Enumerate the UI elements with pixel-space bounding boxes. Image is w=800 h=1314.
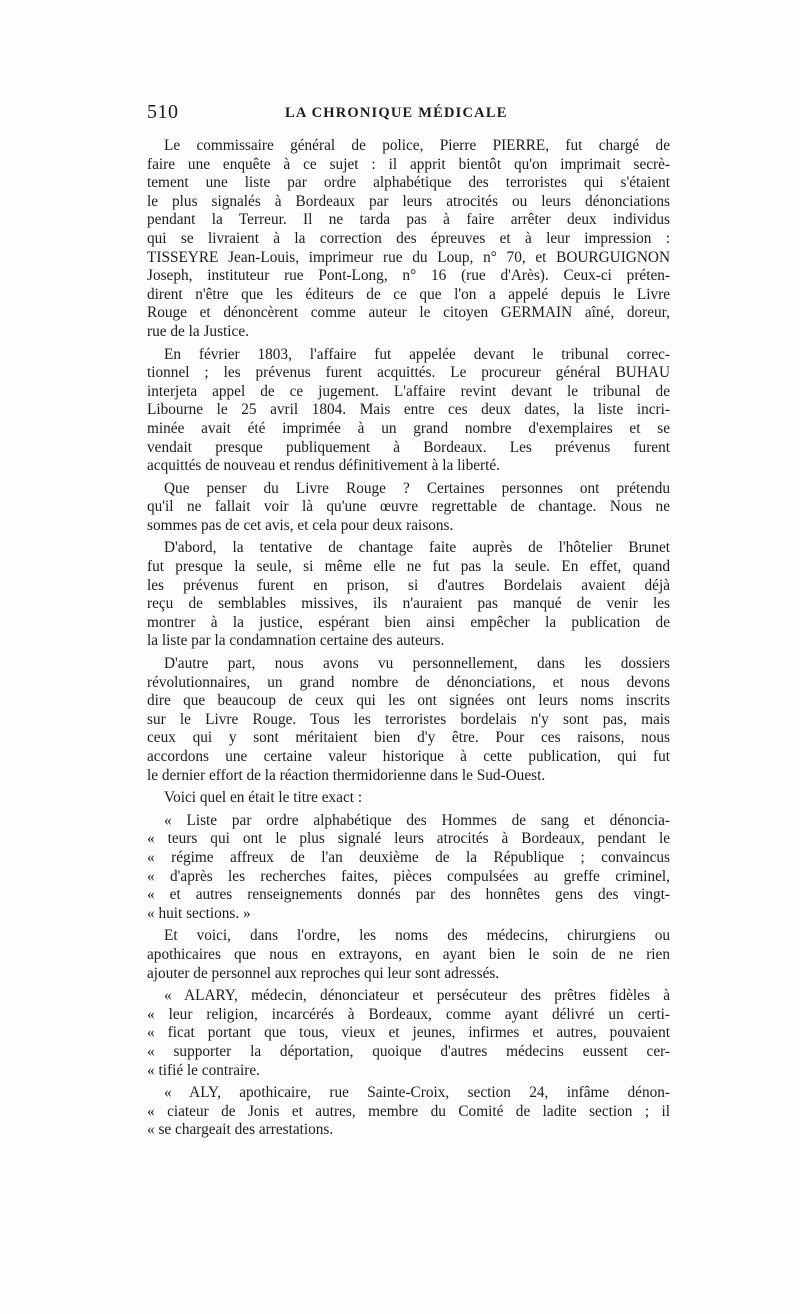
text-line: la liste par la condamnation certaine des auteurs.: [147, 632, 445, 650]
text-line: Que penser du Livre Rouge ? Certaines personnes ont prétendu: [164, 479, 670, 497]
entry-line: « leur religion, incarcérés à Bordeaux, comme ayant délivré un certi-: [147, 1005, 670, 1023]
quote-line: « d'après les recherches faites, pièces compulsées au greffe criminel,: [147, 867, 670, 885]
text-line: rue de la Justice.: [147, 322, 249, 340]
page-header: [147, 101, 670, 127]
body-text: [147, 137, 670, 1140]
text-line: sommes pas de cet avis, et cela pour deux raisons.: [147, 516, 454, 534]
entry-line: « supporter la déportation, quoique d'autres médecins eussent cer-: [147, 1042, 670, 1060]
text-line: les prévenus furent en prison, si d'autres Bordelais avaient déjà: [147, 576, 670, 594]
text-line: pendant la Terreur. Il ne tarda pas à faire arrêter deux individus: [147, 211, 670, 229]
text-line: fut presque la seule, si même elle ne fut pas la seule. En effet, quand: [147, 558, 670, 576]
text-line: Rouge et dénoncèrent comme auteur le citoyen GERMAIN aîné, doreur,: [147, 304, 670, 322]
text-line: interjeta appel de ce jugement. L'affaire revint devant le tribunal de: [147, 382, 670, 400]
text-line: Le commissaire général de police, Pierre PIERRE, fut chargé de: [164, 137, 670, 154]
entry-line: « se chargeait des arrestations.: [147, 1121, 334, 1139]
text-line: D'abord, la tentative de chantage faite auprès de l'hôtelier Brunet: [164, 539, 670, 557]
quote-line: « Liste par ordre alphabétique des Hommes de sang et dénoncia-: [164, 811, 670, 829]
text-line: faire une enquête à ce sujet : il apprit bientôt qu'on imprimait secrè-: [147, 155, 670, 173]
running-title: LA CHRONIQUE MÉDICALE: [285, 105, 508, 121]
text-line: ceux qui y sont méritaient bien d'y être. Pour ces raisons, nous: [147, 729, 670, 747]
text-line: D'autre part, nous avons vu personnellement, dans les dossiers: [164, 655, 670, 673]
text-line: acquittés de nouveau et rendus définitivement à la liberté.: [147, 457, 500, 475]
entry-line: « ciateur de Jonis et autres, membre du Comité de ladite section ; il: [147, 1102, 670, 1120]
text-line: En février 1803, l'affaire fut appelée devant le tribunal correc-: [164, 345, 670, 363]
text-line: le plus signalés à Bordeaux par leurs atrocités ou leurs dénonciations: [147, 192, 670, 210]
text-line: qui se livraient à la correction des épreuves et à leur impression :: [147, 229, 670, 247]
text-line: Et voici, dans l'ordre, les noms des médecins, chirurgiens ou: [164, 927, 670, 945]
text-line: ajouter de personnel aux reproches qui leur sont adressés.: [147, 964, 500, 982]
text-line: TISSEYRE Jean-Louis, imprimeur rue du Loup, n° 70, et BOURGUIGNON: [147, 248, 670, 266]
text-line: tionnel ; les prévenus furent acquittés. Le procureur général BUHAU: [147, 364, 670, 382]
text-line: sur le Livre Rouge. Tous les terroristes bordelais n'y sont pas, mais: [147, 710, 670, 728]
text-line: Libourne le 25 avril 1804. Mais entre ces deux dates, la liste incri-: [147, 401, 670, 419]
quote-line: « huit sections. »: [147, 904, 251, 922]
entry-line: « tifié le contraire.: [147, 1061, 260, 1079]
text-line: Voici quel en était le titre exact :: [164, 789, 363, 807]
quote-line: « régime affreux de l'an deuxième de la République ; convaincus: [147, 848, 670, 866]
text-line: tement une liste par ordre alphabétique des terroristes qui s'étaient: [147, 174, 670, 192]
text-line: minée avait été imprimée à un grand nombre d'exemplaires et se: [147, 419, 670, 437]
text-line: reçu de semblables missives, ils n'auraient pas manqué de venir les: [147, 595, 670, 613]
quote-line: « teurs qui ont le plus signalé leurs atrocités à Bordeaux, pendant le: [147, 830, 670, 848]
text-line: dire que beaucoup de ceux qui les ont signées ont leurs noms inscrits: [147, 692, 670, 710]
text-line: vendait presque publiquement à Bordeaux. Les prévenus furent: [147, 438, 670, 456]
text-line: qu'il ne fallait voir là qu'une œuvre regrettable de chantage. Nous ne: [147, 498, 670, 516]
text-line: apothicaires que nous en extrayons, en ayant bien le soin de ne rien: [147, 945, 670, 963]
entry-line: « ALARY, médecin, dénonciateur et persécuteur des prêtres fidèles à: [164, 987, 670, 1005]
quote-line: « et autres renseignements donnés par des honnêtes gens des vingt-: [147, 886, 670, 904]
text-line: révolutionnaires, un grand nombre de dénonciations, et nous devons: [147, 673, 670, 691]
page-number: 510: [147, 101, 179, 123]
text-line: dirent n'être que les éditeurs de ce que l'on a appelé depuis le Livre: [147, 285, 670, 303]
entry-line: « ALY, apothicaire, rue Sainte-Croix, section 24, infâme dénon-: [164, 1084, 670, 1102]
text-line: Joseph, instituteur rue Pont-Long, n° 16 (rue d'Arès). Ceux-ci préten-: [147, 267, 670, 285]
text-line: accordons une certaine valeur historique à cette publication, qui fut: [147, 748, 670, 765]
entry-line: « ficat portant que tous, vieux et jeunes, infirmes et autres, pouvaient: [147, 1024, 670, 1042]
text-line: montrer à la justice, espérant bien ainsi empêcher la publication de: [147, 613, 670, 631]
text-line: le dernier effort de la réaction thermidorienne dans le Sud-Ouest.: [147, 766, 546, 784]
